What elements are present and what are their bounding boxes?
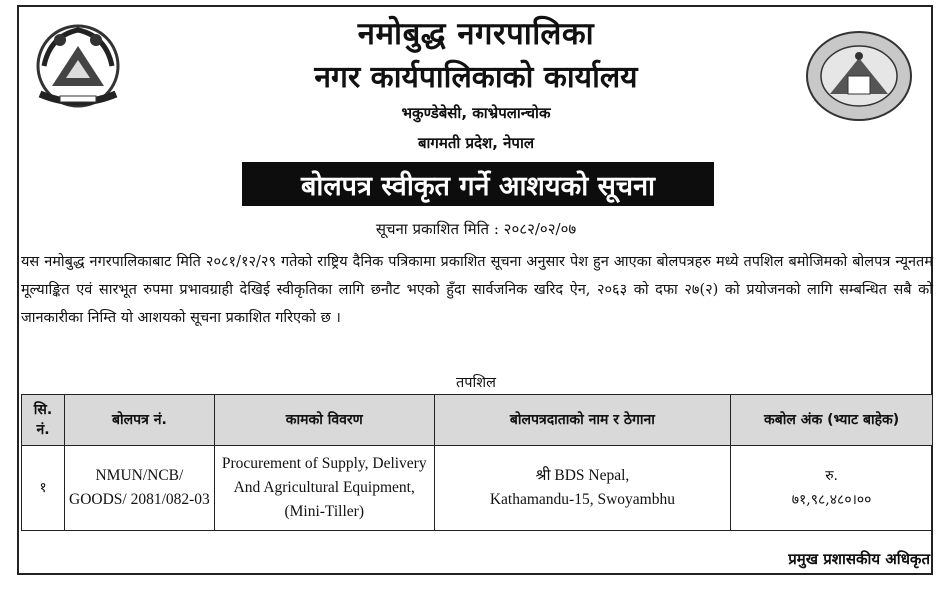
office-name: नगर कार्यपालिकाको कार्यालय xyxy=(314,60,638,95)
header-sn: सि. नं. xyxy=(22,395,65,446)
signatory-title: प्रमुख प्रशासकीय अधिकृत xyxy=(788,550,930,568)
header-bid-no: बोलपत्र नं. xyxy=(64,395,214,446)
cell-bid-no: NMUN/NCB/ GOODS/ 2081/082-03 xyxy=(64,446,214,531)
bid-table xyxy=(21,394,933,531)
header-bidder: बोलपत्रदाताको नाम र ठेगाना xyxy=(434,395,731,446)
notice-body-paragraph: यस नमोबुद्ध नगरपालिकाबाट मिति २०८१/१२/२९ गतेको राष्ट्रिय दैनिक पत्रिकामा प्रकाशित सूचना अनुसार पेश हुन आएका बोलपत्रहरु मध्ये तपशिल बमोजिमको बोलपत्र न्यूनतम मूल्याङ्कित एवं सारभूत रुपमा प्रभावग्राही देखिई स्वीकृतिका लागि छनौट भएको हुँदा सार्वजनिक खरिद ऐन, २०६३ को दफा २७(२) को प्रयोजनको लागि सम्बन्धित सबै को जानकारीका निम्ति यो आशयको सूचना प्रकाशित गरिएको छ । xyxy=(21,254,933,326)
notice-title-banner xyxy=(242,162,714,206)
bidder-name: श्री BDS Nepal, xyxy=(535,467,630,484)
cell-description: Procurement of Supply, Delivery And Agricultural Equipment, (Mini-Tiller) xyxy=(214,446,434,531)
table-row xyxy=(22,446,933,531)
schedule-label: तपशिल xyxy=(456,375,496,391)
table-header-row xyxy=(22,395,933,446)
publication-date: सूचना प्रकाशित मिति : २०८२/०२/०७ xyxy=(375,220,577,238)
office-address: भकुण्डेबेसी, काभ्रेपलान्चोक xyxy=(401,104,551,122)
province-country: बागमती प्रदेश, नेपाल xyxy=(417,134,535,152)
municipality-name: नमोबुद्ध नगरपालिका xyxy=(357,16,595,52)
cell-amount xyxy=(731,446,933,531)
amount-value: ७१,९८,४८०।०० xyxy=(791,492,872,508)
header-description: कामको विवरण xyxy=(214,395,434,446)
header-amount: कबोल अंक (भ्याट बाहेक) xyxy=(731,395,933,446)
bidder-address: Kathamandu-15, Swoyambhu xyxy=(489,491,675,508)
notice-title: बोलपत्र स्वीकृत गर्ने आशयको सूचना xyxy=(300,170,656,202)
cell-sn: १ xyxy=(22,446,65,531)
amount-currency: रु. xyxy=(825,468,839,484)
cell-bidder xyxy=(434,446,731,531)
